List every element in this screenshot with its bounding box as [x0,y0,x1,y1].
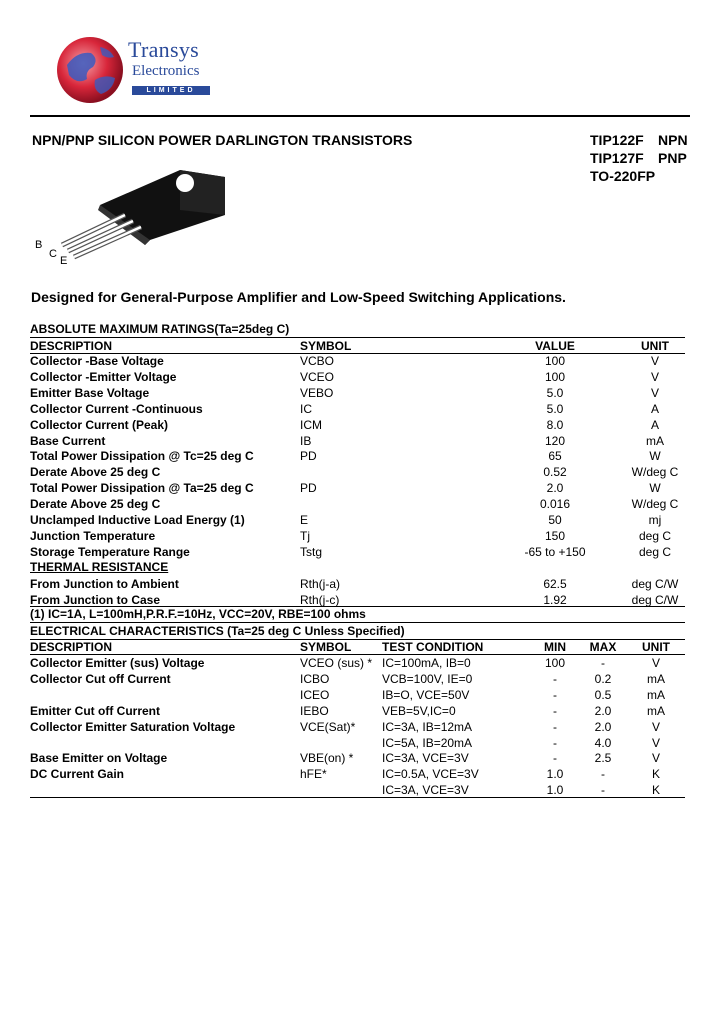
cell-test-condition: VEB=5V,IC=0 [382,703,456,718]
cell-description: Junction Temperature [30,528,156,543]
cell-symbol: IEBO [300,703,329,718]
cell-test-condition: VCB=100V, IE=0 [382,671,473,686]
pin-c-label: C [49,248,57,260]
cell-unit: mA [646,433,664,448]
table-row [30,687,685,703]
cell-unit: deg C [638,528,672,543]
cell-unit: A [650,417,659,432]
col-test-condition: TEST CONDITION [382,640,484,654]
col-description: DESCRIPTION [30,339,113,353]
cell-value: 150 [544,528,566,543]
cell-symbol: PD [300,449,317,464]
cell-symbol: VBE(on) * [300,751,354,766]
cell-description: From Junction to Case [30,592,161,607]
cell-unit: V [651,719,660,734]
part-type: NPN [658,132,688,148]
cell-max: - [601,767,605,782]
cell-value: 2.0 [546,481,564,496]
cell-min: 1.0 [546,767,564,782]
cell-value: 5.0 [546,385,564,400]
cell-unit: V [650,385,659,400]
cell-unit: W [649,481,661,496]
cell-value: 5.0 [546,401,564,416]
cell-min: - [553,703,557,718]
cell-unit: W/deg C [631,465,679,480]
cell-value: 0.016 [539,497,571,512]
table-row [30,528,685,544]
table-row [30,703,685,719]
part-number: TIP127F [590,150,644,166]
cell-description: Collector Current -Continuous [30,401,203,416]
cell-min: - [553,719,557,734]
cell-description: Collector -Emitter Voltage [30,369,177,384]
table-row [30,496,685,512]
cell-symbol: VCEO (sus) * [300,656,373,670]
cell-description: Storage Temperature Range [30,544,190,559]
cell-max: 2.5 [594,751,612,766]
cell-unit: W [649,449,661,464]
cell-test-condition: IB=O, VCE=50V [382,687,470,702]
table-row [30,735,685,751]
application-subtitle: Designed for General-Purpose Amplifier and Low-Speed Switching Applications. [31,289,566,305]
cell-description: Emitter Base Voltage [30,385,150,400]
pin-e-label: E [60,255,68,267]
cell-value: 0.52 [543,465,567,480]
part-row-2 [590,150,687,166]
pin-b-label: B [35,239,43,251]
cell-symbol: IB [300,433,312,448]
cell-unit: V [651,735,660,750]
cell-symbol: ICBO [300,671,330,686]
page-title: NPN/PNP SILICON POWER DARLINGTON TRANSISTORS [32,132,413,148]
cell-symbol: ICEO [300,687,330,702]
cell-unit: mA [647,671,665,686]
cell-min: 100 [544,656,566,670]
col-max: MAX [589,640,617,654]
cell-symbol: Rth(j-a) [300,577,341,591]
table-row [30,480,685,496]
part-type: PNP [658,150,687,166]
elec-table-header [30,639,685,655]
cell-value: 100 [544,369,566,384]
cell-symbol: E [300,513,309,527]
cell-min: - [553,671,557,686]
cell-description: From Junction to Ambient [30,577,179,591]
cell-symbol: ICM [300,417,322,432]
cell-description: Base Emitter on Voltage [30,751,168,766]
cell-symbol: Rth(j-c) [300,592,340,607]
cell-min: - [553,735,557,750]
table-row [30,719,685,735]
cell-value: 8.0 [546,417,564,432]
table-row [30,750,685,766]
cell-test-condition: IC=5A, IB=20mA [382,735,473,750]
cell-max: 2.0 [594,703,612,718]
part-row-1 [590,132,688,148]
cell-unit: mA [647,703,665,718]
cell-unit: W/deg C [631,497,679,512]
cell-symbol: VCE(Sat)* [300,719,356,734]
table-row [30,576,685,592]
cell-description: Derate Above 25 deg C [30,497,161,512]
col-unit: UNIT [641,339,669,353]
cell-value: -65 to +150 [524,544,586,559]
cell-symbol: VCBO [300,354,335,368]
cell-symbol: VEBO [300,385,334,400]
table-row [30,782,685,798]
col-unit: UNIT [642,640,670,654]
table-row [30,401,685,417]
cell-max: 0.5 [594,687,612,702]
table-row [30,544,685,560]
cell-description: DC Current Gain [30,767,125,782]
cell-unit: deg C/W [631,592,679,607]
brand-name: Transys [128,37,199,62]
cell-min: - [553,687,557,702]
table-row [30,417,685,433]
cell-unit: V [650,369,659,384]
cell-value: 50 [548,513,562,527]
cell-description: Derate Above 25 deg C [30,465,161,480]
cell-value: 100 [544,354,566,368]
cell-symbol: VCEO [300,369,335,384]
brand-limited-badge: LIMITED [132,86,210,95]
col-description: DESCRIPTION [30,640,113,654]
cell-value: 120 [544,433,566,448]
cell-test-condition: IC=3A, VCE=3V [382,783,469,798]
table-row [30,512,685,528]
cell-symbol: IC [300,401,312,416]
cell-description: Collector Emitter (sus) Voltage [30,656,205,670]
table-row [30,369,685,385]
cell-symbol: Tj [300,528,310,543]
cell-max: - [601,783,605,798]
col-value: VALUE [535,339,575,353]
header-divider [30,115,690,117]
cell-max: 2.0 [594,719,612,734]
cell-unit: K [651,783,660,798]
cell-unit: deg C [638,544,672,559]
package-name: TO-220FP [590,168,656,184]
elec-heading: ELECTRICAL CHARACTERISTICS (Ta=25 deg C Unless Specified) [30,624,405,638]
cell-value: 65 [548,449,562,464]
cell-max: - [601,656,605,670]
cell-description: Unclamped Inductive Load Energy (1) [30,513,245,527]
cell-test-condition: IC=3A, IB=12mA [382,719,473,734]
cell-description: Collector Emitter Saturation Voltage [30,719,236,734]
cell-description: Collector -Base Voltage [30,354,164,368]
cell-description: Collector Cut off Current [30,671,171,686]
cell-symbol: PD [300,481,317,496]
cell-value: 62.5 [543,577,567,591]
cell-max: 0.2 [594,671,612,686]
cell-unit: V [651,751,660,766]
cell-unit: mA [647,687,665,702]
col-min: MIN [544,640,566,654]
cell-max: 4.0 [594,735,612,750]
footnote: (1) IC=1A, L=100mH,P.R.F.=10Hz, VCC=20V, RBE=100 ohms [30,607,366,621]
cell-test-condition: IC=0.5A, VCE=3V [382,767,479,782]
thermal-heading: THERMAL RESISTANCE [30,560,169,574]
cell-symbol: hFE* [300,767,327,782]
table-row [30,464,685,480]
table-row [30,766,685,782]
cell-description: Total Power Dissipation @ Tc=25 deg C [30,449,254,464]
table-row [30,448,685,464]
table-rule [30,797,685,798]
cell-test-condition: IC=100mA, IB=0 [382,656,471,670]
cell-unit: V [650,354,659,368]
cell-unit: V [651,656,660,670]
table-row [30,671,685,687]
col-symbol: SYMBOL [300,339,352,353]
cell-description: Collector Current (Peak) [30,417,169,432]
table-row [30,433,685,449]
table-row [30,385,685,401]
cell-test-condition: IC=3A, VCE=3V [382,751,469,766]
abs-max-heading: ABSOLUTE MAXIMUM RATINGS(Ta=25deg C) [30,322,290,336]
cell-value: 1.92 [543,592,567,607]
cell-unit: deg C/W [631,577,679,591]
table-row [30,655,685,671]
cell-symbol: Tstg [300,544,323,559]
brand-subtitle: Electronics [132,63,200,79]
cell-unit: K [651,767,660,782]
cell-unit: mj [648,513,662,527]
cell-description: Base Current [30,433,106,448]
cell-description: Total Power Dissipation @ Ta=25 deg C [30,481,254,496]
table-row [30,353,685,369]
col-symbol: SYMBOL [300,640,352,654]
cell-min: - [553,751,557,766]
part-number: TIP122F [590,132,644,148]
cell-description: Emitter Cut off Current [30,703,160,718]
cell-unit: A [650,401,659,416]
table-rule [30,622,685,623]
cell-min: 1.0 [546,783,564,798]
abs-table-header [30,338,685,354]
